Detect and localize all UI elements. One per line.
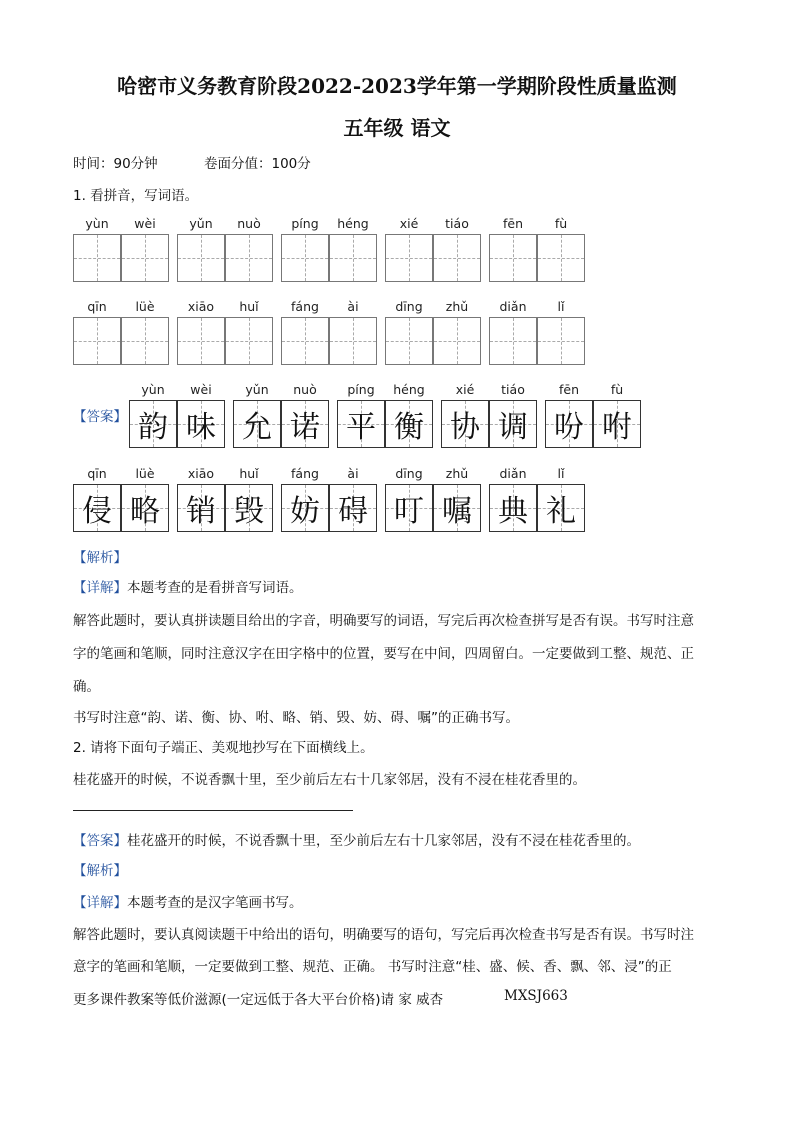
pinyin-label: ài [347,466,359,481]
pinyin-label: yùn [141,382,165,397]
analysis-tag: 【解析】 [73,550,127,566]
answer-character: 允 [242,410,272,445]
analysis-paragraph-line-1: 解答此题时，要认真拼读题目给出的字音，明确要写的词语，写完后再次检查拼写是否有误。书写时注意 [73,613,694,629]
pinyin-label: ài [347,299,359,314]
answer-character: 侵 [82,494,112,529]
answer-character-cell [385,484,433,532]
answer-character: 韵 [138,410,168,445]
pinyin-label: huǐ [239,299,259,314]
answer-text: 桂花盛开的时候，不说香飘十里，至少前后左右十几家邻居，没有不浸在桂花香里的。 [127,833,640,849]
exam-score: 卷面分值：100分 [204,156,311,172]
pinyin-label: fù [554,216,568,231]
answer-character-cell [129,400,177,448]
document-subtitle: 五年级 语文 [343,116,451,140]
pinyin-label: fēn [502,216,523,231]
pinyin-label: nuò [293,382,317,397]
answer-character-cell [73,484,121,532]
answer-character: 叮 [394,494,424,529]
pinyin-label: héng [337,216,369,231]
pinyin-label: xié [455,382,475,397]
answer-character: 味 [186,410,216,445]
answer-character-cell [329,484,377,532]
answer-tag: 【答案】 [73,409,127,425]
pinyin-label: tiáo [501,382,525,397]
tianzige-cell[interactable] [489,317,537,365]
answer-character: 嘱 [442,494,472,529]
q2-answer-line [73,829,640,849]
pinyin-label: qīn [87,299,107,314]
pinyin-label: xiāo [187,466,215,481]
answer-character-cell [489,484,537,532]
writing-note: 书写时注意“韵、诺、衡、协、咐、略、销、毁、妨、碍、嘱”的正确书写。 [73,710,519,726]
pinyin-label: fù [610,382,624,397]
tianzige-cell[interactable] [433,317,481,365]
pinyin-label: fēn [558,382,579,397]
answer-character-cell [545,400,593,448]
answer-blank-line [73,810,353,811]
analysis-tag: 【解析】 [73,863,127,879]
question-2-prompt: 2. 请将下面句子端正、美观地抄写在下面横线上。 [73,740,374,756]
tianzige-cell[interactable] [537,234,585,282]
pinyin-label: zhǔ [445,466,469,481]
tianzige-cell[interactable] [329,234,377,282]
answer-character: 调 [498,410,528,445]
answer-character-cell [281,400,329,448]
answer-character-cell [385,400,433,448]
tianzige-cell[interactable] [385,234,433,282]
pinyin-label: nuò [237,216,261,231]
answer-character-cell [337,400,385,448]
tianzige-cell[interactable] [489,234,537,282]
tianzige-cell[interactable] [225,234,273,282]
tianzige-cell[interactable] [433,234,481,282]
answer-character: 吩 [554,410,584,445]
answer-character-cell [441,400,489,448]
detail-line [73,576,303,596]
pinyin-label: píng [291,216,319,231]
pinyin-label: lüè [135,299,155,314]
detail-text: 本题考查的是看拼音写词语。 [127,580,303,596]
pinyin-label: dīng [395,299,423,314]
analysis-paragraph-line-2: 字的笔画和笔顺，同时注意汉字在田字格中的位置，要写在中间，四周留白。一定要做到工整、规范、正 [73,646,694,662]
pinyin-label: xiāo [187,299,215,314]
answer-character: 平 [346,410,376,445]
tianzige-cell[interactable] [281,234,329,282]
tianzige-cell[interactable] [121,234,169,282]
pinyin-label: diǎn [499,299,527,314]
answer-character: 销 [186,494,216,529]
answer-character: 妨 [290,494,320,529]
pinyin-label: dīng [395,466,423,481]
pinyin-label: lüè [135,466,155,481]
tianzige-cell[interactable] [177,234,225,282]
footer-code: MXSJ663 [504,988,568,1004]
pinyin-label: lǐ [557,299,565,314]
pinyin-label: tiáo [445,216,469,231]
answer-character-cell [433,484,481,532]
pinyin-label: héng [393,382,425,397]
tianzige-cell[interactable] [73,234,121,282]
pinyin-label: fáng [291,299,319,314]
q2-detail-line [73,891,303,911]
pinyin-label: huǐ [239,466,259,481]
tianzige-cell[interactable] [121,317,169,365]
tianzige-cell[interactable] [73,317,121,365]
document-title: 哈密市义务教育阶段2022-2023学年第一学期阶段性质量监测 [117,74,677,98]
answer-character-cell [233,400,281,448]
tianzige-cell[interactable] [281,317,329,365]
detail-tag: 【详解】 [73,895,127,911]
tianzige-cell[interactable] [177,317,225,365]
pinyin-label: zhǔ [445,299,469,314]
copy-sentence: 桂花盛开的时候，不说香飘十里，至少前后左右十几家邻居，没有不浸在桂花香里的。 [73,772,586,788]
answer-character: 协 [450,410,480,445]
analysis-paragraph-line-3: 确。 [73,679,100,695]
pinyin-label: lǐ [557,466,565,481]
pinyin-label: yǔn [189,216,213,231]
pinyin-label: fáng [291,466,319,481]
question-1-prompt: 1. 看拼音，写词语。 [73,188,199,204]
pinyin-label: wèi [190,382,212,397]
pinyin-label: qīn [87,466,107,481]
answer-character: 毁 [234,494,264,529]
answer-character-cell [177,400,225,448]
detail-tag: 【详解】 [73,580,127,596]
pinyin-label: wèi [134,216,156,231]
answer-character-cell [537,484,585,532]
detail-text: 本题考查的是汉字笔画书写。 [127,895,303,911]
tianzige-cell[interactable] [225,317,273,365]
answer-character: 衡 [394,410,424,445]
pinyin-label: xié [399,216,419,231]
tianzige-cell[interactable] [385,317,433,365]
pinyin-label: diǎn [499,466,527,481]
answer-character-cell [121,484,169,532]
q2-analysis-line-1: 解答此题时，要认真阅读题干中给出的语句，明确要写的语句，写完后再次检查书写是否有误。书写时注 [73,927,694,943]
q2-analysis-line-2: 意字的笔画和笔顺，一定要做到工整、规范、正确。 书写时注意“桂、盛、候、香、飘、邻、浸”的正 [73,959,672,975]
pinyin-label: píng [347,382,375,397]
answer-character-cell [281,484,329,532]
answer-tag: 【答案】 [73,833,127,849]
answer-character-cell [225,484,273,532]
tianzige-cell[interactable] [537,317,585,365]
footer-text: 更多课件教案等低价滋源(一定远低于各大平台价格)请 家 威杏 [73,992,444,1008]
answer-character: 咐 [602,410,632,445]
tianzige-cell[interactable] [329,317,377,365]
answer-character-cell [489,400,537,448]
answer-character: 略 [130,494,160,529]
exam-time: 时间：90分钟 [73,156,158,172]
answer-character-cell [177,484,225,532]
answer-character-cell [593,400,641,448]
answer-character: 典 [498,494,528,529]
pinyin-label: yǔn [245,382,269,397]
pinyin-label: yùn [85,216,109,231]
answer-character: 诺 [290,410,320,445]
answer-character: 碍 [338,494,368,529]
answer-character: 礼 [546,494,576,529]
